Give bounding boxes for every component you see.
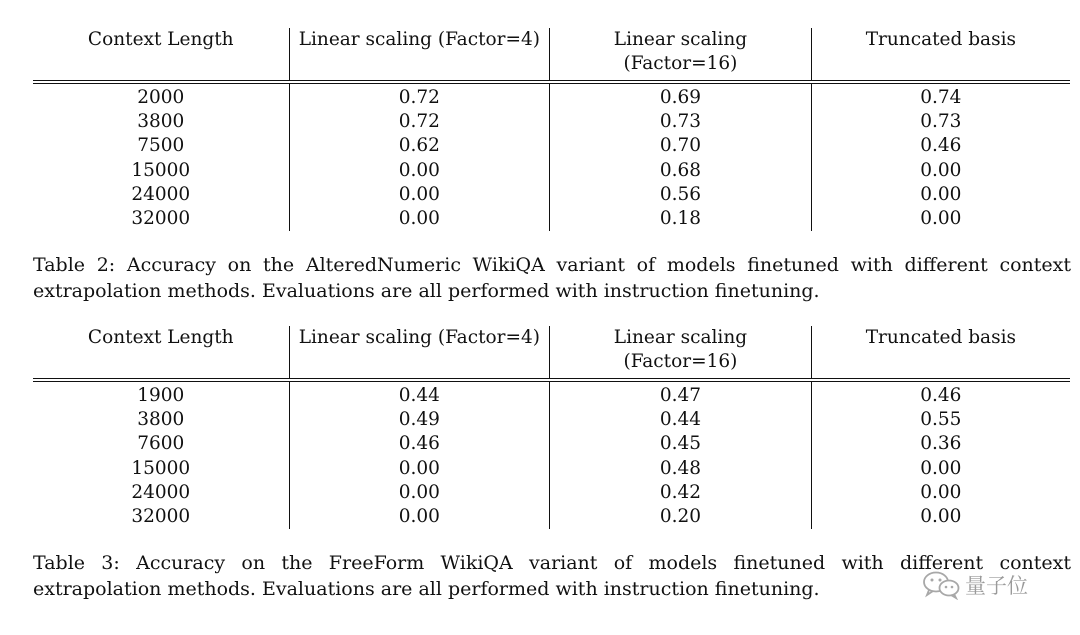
table-cell: 2000 [137, 87, 185, 109]
table-cell: 7600 [137, 433, 185, 455]
table-cell: 0.73 [811, 110, 1070, 134]
table-cell: 0.72 [289, 110, 550, 134]
wechat-icon [921, 570, 961, 600]
table-row [33, 82, 1070, 110]
table-row [33, 134, 1070, 158]
header-context-length: Context Length [87, 327, 234, 348]
header-truncated-basis: Truncated basis [811, 326, 1070, 380]
table-row [33, 457, 1070, 481]
table-cell: 0.00 [811, 481, 1070, 505]
table-cell: 0.69 [550, 82, 812, 110]
table-2-caption: Table 2: Accuracy on the AlteredNumeric WikiQA variant of models finetuned with different context extrapolation methods. Evaluations are all performed with instruction finetuning. [33, 254, 1071, 302]
table-cell: 0.49 [289, 408, 550, 432]
header-linear-scaling-factor4: Linear scaling (Factor=4) [289, 326, 550, 380]
table-row [33, 481, 1070, 505]
header-linear-scaling-factor16 [550, 28, 812, 82]
table-2 [33, 28, 1070, 231]
table-cell: 0.73 [550, 110, 812, 134]
table-cell: 0.20 [550, 505, 812, 529]
table-cell: 0.00 [811, 183, 1070, 207]
table-header-row [33, 28, 1070, 82]
table-cell: 1900 [137, 385, 185, 407]
table-cell: 0.45 [550, 432, 812, 456]
table-cell: 0.46 [811, 380, 1070, 408]
header-linear-scaling-factor4: Linear scaling (Factor=4) [289, 28, 550, 82]
table-cell: 0.48 [550, 457, 812, 481]
table-row [33, 505, 1070, 529]
table-cell: 0.46 [289, 432, 550, 456]
header-truncated-basis: Truncated basis [811, 28, 1070, 82]
table-cell: 0.72 [289, 82, 550, 110]
table-cell: 0.36 [811, 432, 1070, 456]
table-row [33, 159, 1070, 183]
table-row [33, 183, 1070, 207]
table-cell: 0.00 [289, 207, 550, 231]
table-cell: 0.44 [289, 380, 550, 408]
table-cell: 0.42 [550, 481, 812, 505]
table-cell: 0.00 [289, 457, 550, 481]
table-cell: 0.55 [811, 408, 1070, 432]
table-cell: 0.70 [550, 134, 812, 158]
header-line-2: (Factor=16) [623, 53, 738, 74]
table-cell: 0.00 [289, 505, 550, 529]
table-cell: 7500 [137, 135, 185, 157]
table-row [33, 432, 1070, 456]
table-cell: 0.46 [811, 134, 1070, 158]
table-cell: 0.44 [550, 408, 812, 432]
table-3-caption: Table 3: Accuracy on the FreeForm WikiQA variant of models finetuned with different context extrapolation methods. Evaluations are all performed with instruction finetuning. [33, 552, 1071, 600]
table-cell: 32000 [131, 208, 191, 230]
table-cell: 15000 [131, 159, 191, 181]
table-header-row [33, 326, 1070, 380]
table-cell: 32000 [131, 506, 191, 528]
table-cell: 0.00 [811, 457, 1070, 481]
table-cell: 0.47 [550, 380, 812, 408]
header-line-1: Linear scaling [613, 327, 748, 348]
table-cell: 0.00 [289, 481, 550, 505]
table-cell: 0.74 [811, 82, 1070, 110]
table-cell: 3800 [137, 409, 185, 431]
table-cell: 0.56 [550, 183, 812, 207]
table-3 [33, 326, 1070, 529]
table-cell: 0.18 [550, 207, 812, 231]
table-cell: 24000 [131, 183, 191, 205]
table-cell: 0.68 [550, 159, 812, 183]
table-cell: 0.00 [289, 159, 550, 183]
table-cell: 0.00 [811, 505, 1070, 529]
table-row [33, 110, 1070, 134]
table-cell: 3800 [137, 111, 185, 133]
header-line-1: Linear scaling [613, 29, 748, 50]
table-cell: 0.00 [289, 183, 550, 207]
watermark-text: 量子位 [965, 574, 1028, 598]
header-line-2: (Factor=16) [623, 351, 738, 372]
table-cell: 0.00 [811, 159, 1070, 183]
watermark [921, 570, 1028, 600]
table-row [33, 408, 1070, 432]
table-row [33, 380, 1070, 408]
table-cell: 0.62 [289, 134, 550, 158]
table-cell: 0.00 [811, 207, 1070, 231]
table-cell: 15000 [131, 457, 191, 479]
header-linear-scaling-factor16 [550, 326, 812, 380]
table-cell: 24000 [131, 481, 191, 503]
header-context-length: Context Length [87, 29, 234, 50]
table-row [33, 207, 1070, 231]
